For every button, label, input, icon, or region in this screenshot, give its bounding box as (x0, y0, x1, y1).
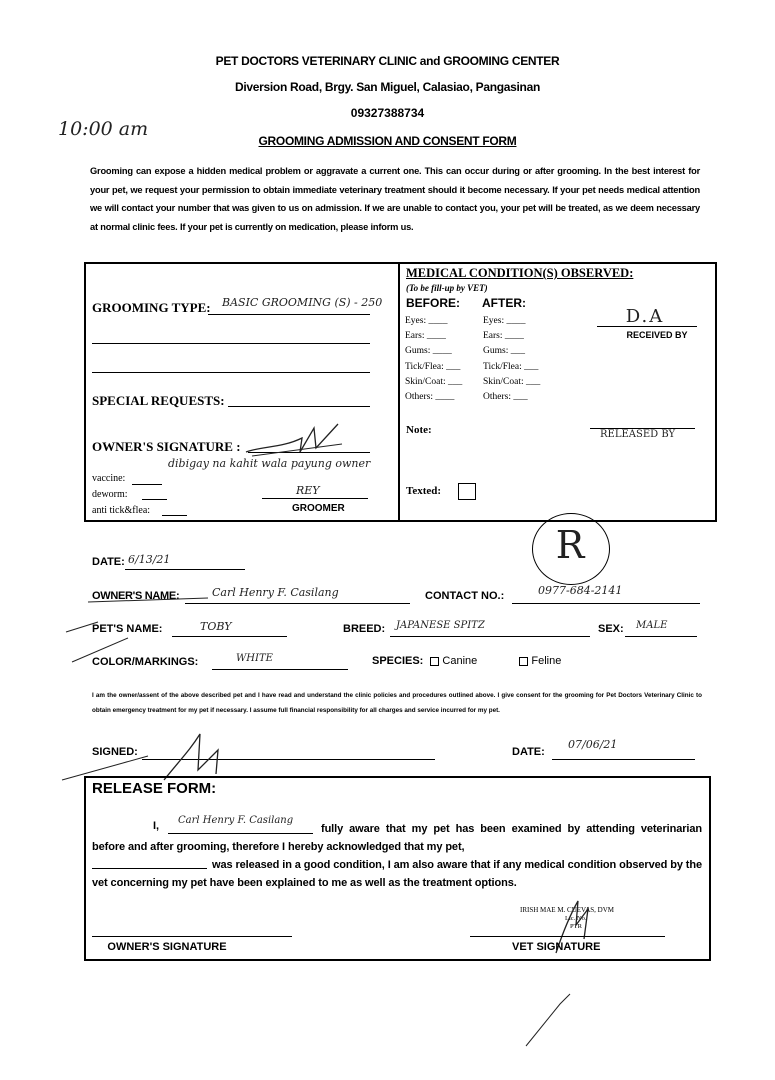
contact-value: 0977-684-2141 (538, 584, 623, 597)
contact-label: CONTACT NO.: (425, 590, 505, 602)
before-items-list (405, 314, 462, 405)
clinic-address: Diversion Road, Brgy. San Miguel, Calasiao, Pangasinan (235, 80, 540, 94)
note-label: Note: (406, 424, 432, 436)
signed-date-line (552, 759, 695, 760)
vet-signature-label: VET SIGNATURE (512, 941, 601, 953)
grooming-type-line (208, 314, 370, 315)
after-item-others: Others: ___ (483, 392, 528, 403)
blank-line-1 (92, 343, 370, 344)
release-owner-value: Carl Henry F. Casilang (178, 815, 294, 826)
release-text-2: was released in a good condition, I am also aware that if any medical condition observed by the vet concerning my pet have been explained to me as well as the treatment options. (92, 859, 702, 889)
vet-stamp-ptr: PTR (570, 923, 582, 930)
owner-signature-bottom-label: OWNER'S SIGNATURE (107, 941, 227, 953)
deworm-label: deworm: (92, 489, 128, 500)
medical-title: MEDICAL CONDITION(S) OBSERVED: (406, 266, 634, 280)
species-canine-checkbox[interactable] (430, 657, 439, 666)
after-item-gums: Gums: ___ (483, 346, 525, 357)
signed-label: SIGNED: (92, 746, 138, 758)
before-item-eyes: Eyes: ____ (405, 316, 448, 326)
breed-value: JAPANESE SPITZ (396, 620, 485, 631)
consent-paragraph: I am the owner/assent of the above described pet and I have read and understand the clinic policies and procedures outlined above. I give consent for the grooming for Pet Doctors Veterinary Clinic to obtain emergency treatment for my pet if necessary. I assume full financial responsibility for all charges and service incurred for my pet. (92, 692, 702, 714)
grooming-type-value: BASIC GROOMING (S) - 250 (222, 296, 383, 309)
clinic-name: PET DOCTORS VETERINARY CLINIC and GROOMING CENTER (215, 54, 560, 68)
vet-stamp-name: IRISH MAE M. CUEVAS, DVM (520, 906, 614, 914)
signed-date-label: DATE: (512, 746, 545, 758)
form-title: GROOMING ADMISSION AND CONSENT FORM (258, 134, 517, 148)
pet-name-label: PET'S NAME: (92, 623, 163, 635)
sex-line (625, 636, 697, 637)
release-text-1: fully aware that my pet has been examined by attending veterinarian before and after grooming, therefore I hereby acknowledged that my pet, (92, 823, 702, 853)
groomer-value: REY (296, 484, 320, 497)
release-form-title: RELEASE FORM: (92, 780, 217, 797)
blank-line-2 (92, 372, 370, 373)
special-requests-label: SPECIAL REQUESTS: (92, 393, 225, 408)
antitick-line (162, 515, 187, 516)
species-feline-checkbox[interactable] (519, 657, 528, 666)
before-label: BEFORE: (406, 296, 460, 310)
bottom-pen-mark (520, 990, 580, 1050)
received-by-value: D.A (625, 306, 665, 327)
species-field (372, 655, 561, 667)
color-label: COLOR/MARKINGS: (92, 656, 199, 668)
contact-line (512, 603, 700, 604)
groomer-line (262, 498, 368, 499)
received-by-line (597, 326, 697, 327)
after-label: AFTER: (482, 296, 526, 310)
texted-label: Texted: (406, 485, 442, 497)
breed-label: BREED: (343, 623, 386, 635)
before-item-gums: Gums: ____ (405, 346, 452, 357)
owner-name-label: OWNER'S NAME: (92, 590, 180, 602)
antitick-label: anti tick&flea: (92, 505, 151, 516)
before-item-ears: Ears: ____ (405, 331, 446, 342)
vet-signature-line (470, 936, 665, 937)
received-by-label: RECEIVED BY (626, 330, 688, 340)
grooming-type-label: GROOMING TYPE: (92, 300, 211, 315)
circle-mark-letter: R (555, 523, 585, 567)
species-canine-label: Canine (442, 655, 478, 667)
texted-checkbox[interactable] (458, 483, 476, 500)
breed-line (390, 636, 590, 637)
after-item-skin: Skin/Coat: ___ (483, 376, 541, 387)
color-value: WHITE (236, 653, 273, 664)
intro-paragraph: Grooming can expose a hidden medical problem or aggravate a current one. This can occur during or after grooming. In the best interest for your pet, we request your permission to obtain immediate veterinary treatment should it become necessary. If your pet needs medical attention we will contact your number that was given to us on admission. If we are unable to contact you, your pet will be treated, as we deem necessary at normal clinic fees. If your pet is currently on medication, please inform us. (90, 166, 700, 232)
species-feline-label: Feline (531, 655, 562, 667)
owner-name-value: Carl Henry F. Casilang (212, 586, 339, 599)
after-item-eyes: Eyes: ____ (483, 316, 526, 326)
special-requests-line (228, 406, 370, 407)
before-item-tick: Tick/Flea: ___ (405, 361, 461, 372)
release-i-label: I, (153, 820, 160, 832)
owner-signature-bottom-line (92, 936, 292, 937)
after-items-list (483, 314, 540, 405)
species-label: SPECIES: (372, 655, 424, 667)
vaccine-line (132, 484, 162, 485)
date-value: 6/13/21 (128, 553, 171, 566)
date-label: DATE: (92, 556, 125, 568)
date-line (125, 569, 245, 570)
signed-date-value: 07/06/21 (568, 738, 618, 751)
released-by-label: RELEASED BY (600, 429, 676, 440)
handwritten-time: 10:00 am (58, 118, 149, 140)
owner-signature-label: OWNER'S SIGNATURE : (92, 439, 241, 454)
clinic-phone: 09327388734 (350, 106, 425, 120)
sex-value: MALE (636, 620, 668, 631)
pet-name-value: TOBY (200, 620, 232, 633)
after-item-ears: Ears: ____ (483, 331, 524, 342)
after-item-tick: Tick/Flea: ___ (483, 361, 539, 372)
sex-label: SEX: (598, 623, 624, 635)
owner-signature-scribble (242, 418, 352, 462)
deworm-line (142, 499, 167, 500)
before-item-skin: Skin/Coat: ___ (405, 376, 463, 387)
groomer-label: GROOMER (292, 503, 345, 514)
before-item-others: Others: ____ (405, 392, 455, 403)
admission-box-divider (398, 262, 400, 520)
vet-stamp-lic: Lic. No. (565, 915, 587, 922)
vaccine-label: vaccine: (92, 473, 126, 484)
medical-subtitle: (To be fill-up by VET) (406, 283, 488, 293)
vaccine-handwritten-note: dibigay na kahit wala payung owner (168, 457, 371, 470)
